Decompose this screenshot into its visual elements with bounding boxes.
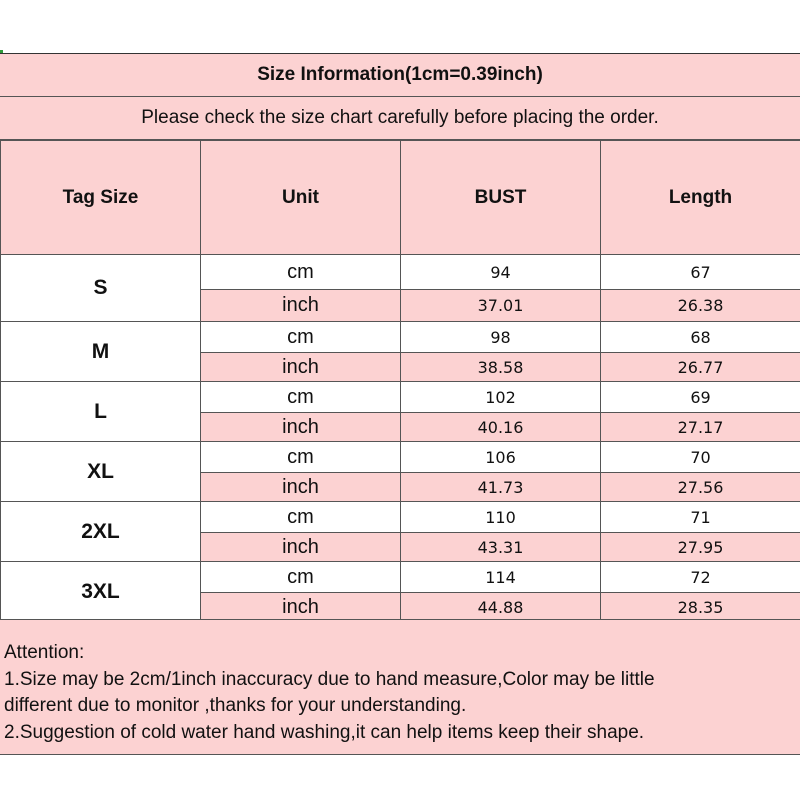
- length-cell: 27.95: [601, 533, 800, 562]
- bust-cell: 37.01: [401, 290, 601, 322]
- unit-cell: cm: [201, 442, 401, 473]
- table-row: [1, 382, 800, 413]
- bust-cell: 40.16: [401, 413, 601, 442]
- tag-size-cell: 3XL: [1, 562, 201, 622]
- length-cell: 26.38: [601, 290, 800, 322]
- table-row: [1, 562, 800, 593]
- header-unit: Unit: [201, 141, 401, 255]
- table-row: [1, 255, 800, 290]
- unit-cell: inch: [201, 473, 401, 502]
- bust-cell: 114: [401, 562, 601, 593]
- unit-cell: inch: [201, 353, 401, 382]
- attention-line: different due to monitor ,thanks for your understanding.: [4, 695, 467, 716]
- bust-cell: 38.58: [401, 353, 601, 382]
- attention-heading: Attention:: [4, 642, 85, 663]
- length-cell: 67: [601, 255, 800, 290]
- length-cell: 27.17: [601, 413, 800, 442]
- attention-line: 2.Suggestion of cold water hand washing,it can help items keep their shape.: [4, 721, 645, 743]
- unit-cell: inch: [201, 413, 401, 442]
- header-row: [1, 141, 800, 255]
- size-table: [0, 140, 800, 622]
- length-cell: 28.35: [601, 593, 800, 622]
- attention-line: 1.Size may be 2cm/1inch inaccuracy due to hand measure,Color may be little: [4, 668, 655, 690]
- header-bust: BUST: [401, 141, 601, 255]
- unit-cell: cm: [201, 382, 401, 413]
- attention-note: [0, 619, 800, 755]
- bust-cell: 110: [401, 502, 601, 533]
- length-cell: 69: [601, 382, 800, 413]
- size-chart: [0, 53, 800, 622]
- bust-cell: 98: [401, 322, 601, 353]
- chart-subtitle: Please check the size chart carefully before placing the order.: [0, 97, 800, 140]
- tag-size-cell: XL: [1, 442, 201, 502]
- length-cell: 27.56: [601, 473, 800, 502]
- bust-cell: 102: [401, 382, 601, 413]
- unit-cell: cm: [201, 322, 401, 353]
- unit-cell: cm: [201, 502, 401, 533]
- length-cell: 26.77: [601, 353, 800, 382]
- bust-cell: 44.88: [401, 593, 601, 622]
- bust-cell: 43.31: [401, 533, 601, 562]
- chart-title: Size Information(1cm=0.39inch): [0, 54, 800, 97]
- bust-cell: 106: [401, 442, 601, 473]
- length-cell: 70: [601, 442, 800, 473]
- table-row: [1, 322, 800, 353]
- tag-size-cell: S: [1, 255, 201, 322]
- unit-cell: cm: [201, 255, 401, 290]
- tag-size-cell: 2XL: [1, 502, 201, 562]
- table-row: [1, 442, 800, 473]
- bust-cell: 94: [401, 255, 601, 290]
- header-length: Length: [601, 141, 800, 255]
- tag-size-cell: M: [1, 322, 201, 382]
- length-cell: 72: [601, 562, 800, 593]
- length-cell: 71: [601, 502, 800, 533]
- bust-cell: 41.73: [401, 473, 601, 502]
- unit-cell: inch: [201, 533, 401, 562]
- length-cell: 68: [601, 322, 800, 353]
- table-row: [1, 502, 800, 533]
- unit-cell: inch: [201, 290, 401, 322]
- header-tag-size: Tag Size: [1, 141, 201, 255]
- unit-cell: inch: [201, 593, 401, 622]
- unit-cell: cm: [201, 562, 401, 593]
- tag-size-cell: L: [1, 382, 201, 442]
